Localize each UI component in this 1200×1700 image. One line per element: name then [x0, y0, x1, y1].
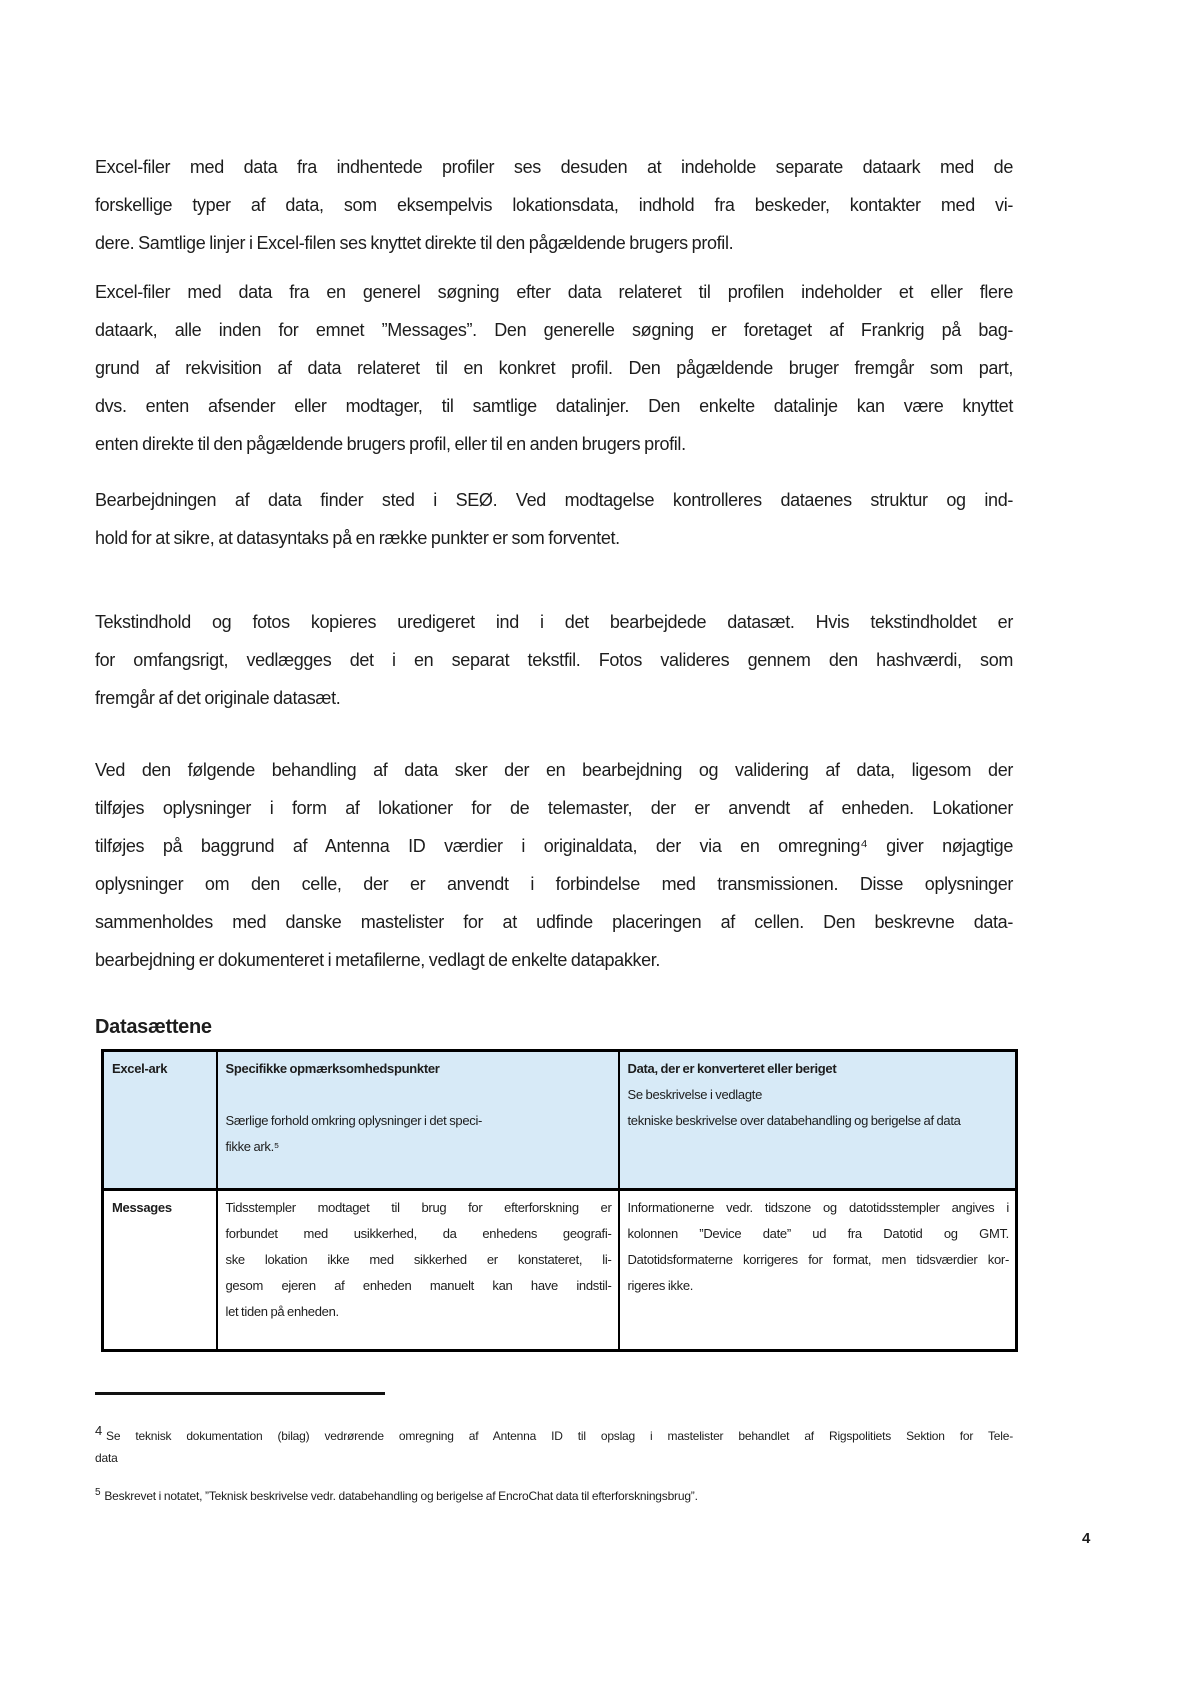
paragraph-excel-profiles: [95, 148, 1013, 262]
footnote-marker: 5: [95, 1487, 101, 1498]
text-line: Ved den følgende behandling af data sker der en bearbejdning og validering af data, ligesom der: [95, 760, 1013, 780]
footnote-5: [95, 1485, 1013, 1507]
text-line: oplysninger om den celle, der er anvendt i forbindelse med transmissionen. Disse oplysninger: [95, 874, 1013, 894]
text-line: Informationerne vedr. tidszone og datotidsstempler angives i: [627, 1200, 1009, 1215]
text-line: fremgår af det originale datasæt.: [95, 688, 341, 708]
text-line: Tekstindhold og fotos kopieres uredigeret ind i det bearbejdede datasæt. Hvis tekstindholdet er: [95, 612, 1013, 632]
text-line: fikke ark.⁵: [225, 1139, 280, 1154]
table-row-messages: [103, 1190, 1017, 1351]
cell-attention-text: [217, 1190, 619, 1351]
text-line: sammenholdes med danske mastelister for at udfinde placeringen af cellen. Den beskrevne data-: [95, 912, 1013, 932]
footnote-4: [95, 1425, 1013, 1469]
attention-text: [226, 1195, 612, 1325]
text-line: tilføjes oplysninger i form af lokationer for de telemaster, der er anvendt af enheden. Lokationer: [95, 798, 1013, 818]
text-line: 5 Beskrevet i notatet, ”Teknisk beskrivelse vedr. databehandling og berigelse af EncroChat data til efterforskningsbrug”.: [95, 1487, 698, 1503]
text-line: Bearbejdningen af data finder sted i SEØ. Ved modtagelse kontrolleres dataenes struktur og ind-: [95, 490, 1013, 510]
text-line: enten direkte til den pågældende brugers profil, eller til en anden brugers profil.: [95, 434, 686, 454]
footnote-separator-rule: [95, 1392, 385, 1395]
text-line: Datotidsformaterne korrigeres for format, men tidsværdier kor-: [627, 1252, 1009, 1267]
cell-sheet-name: [103, 1190, 217, 1351]
text-line: hold for at sikre, at datasyntaks på en række punkter er som forventet.: [95, 528, 620, 548]
text-line: Tidsstempler modtaget til brug for efterforskning er: [225, 1200, 612, 1215]
text-line: ske lokation ikke med sikkerhed er konstateret, li-: [225, 1252, 612, 1267]
header-cell-attention-points: [217, 1051, 619, 1190]
text-line: Excel-filer med data fra en generel søgning efter data relateret til profilen indeholder et eller flere: [95, 282, 1013, 302]
text-line: dataark, alle inden for emnet ”Messages”. Den generelle søgning er foretaget af Frankrig på bag-: [95, 320, 1013, 340]
text-line: grund af rekvisition af data relateret til en konkret profil. Den pågældende bruger fremgår som part,: [95, 358, 1013, 378]
sheet-name-label: Messages: [112, 1200, 172, 1215]
column-header-label: Data, der er konverteret eller beriget: [627, 1061, 837, 1076]
text-line: Særlige forhold omkring oplysninger i det speci-: [225, 1113, 483, 1128]
text-line: forskellige typer af data, som eksempelvis lokationsdata, indhold fra beskeder, kontakter med vi-: [95, 195, 1013, 215]
text-line: tekniske beskrivelse over databehandling og berigelse af data: [627, 1113, 961, 1128]
column-header-note: [226, 1108, 612, 1160]
cell-converted-text: [619, 1190, 1017, 1351]
converted-text: [628, 1195, 1010, 1299]
table-header-row: [103, 1051, 1017, 1190]
datasets-table: [101, 1049, 1018, 1352]
column-header-note: [628, 1082, 1010, 1134]
paragraph-validation-locations: [95, 751, 1013, 979]
text-line: bearbejdning er dokumenteret i metafilerne, vedlagt de enkelte datapakker.: [95, 950, 661, 970]
text-line: 4 Se teknisk dokumentation (bilag) vedrørende omregning af Antenna ID til opslag i mastelister behandlet af Rigspolitiets Sektion for Tele-: [95, 1423, 1013, 1443]
text-line: rigeres ikke.: [627, 1278, 694, 1293]
header-cell-excel-ark: [103, 1051, 217, 1190]
text-line: kolonnen ”Device date” ud fra Datotid og GMT.: [627, 1226, 1009, 1241]
text-line: Se beskrivelse i vedlagte: [627, 1087, 763, 1102]
paragraph-processing-seo: [95, 481, 1013, 557]
column-header-label: Specifikke opmærksomhedspunkter: [225, 1061, 440, 1076]
page-number: 4: [1082, 1530, 1091, 1547]
text-line: dere. Samtlige linjer i Excel-filen ses knyttet direkte til den pågældende brugers profil.: [95, 233, 734, 253]
text-line: tilføjes på baggrund af Antenna ID værdier i originaldata, der via en omregning⁴ giver nøjagtige: [95, 836, 1013, 856]
text-line: gesom ejeren af enheden manuelt kan have indstil-: [225, 1278, 612, 1293]
document-body: [95, 148, 1013, 1507]
text-line: dvs. enten afsender eller modtager, til samtlige datalinjer. Den enkelte datalinje kan være knyttet: [95, 396, 1013, 416]
paragraph-text-photos: [95, 603, 1013, 717]
text-line: let tiden på enheden.: [225, 1304, 339, 1319]
text-line: for omfangsrigt, vedlægges det i en separat tekstfil. Fotos valideres gennem den hashværdi, som: [95, 650, 1013, 670]
paragraph-general-search: [95, 273, 1013, 463]
header-cell-converted-data: [619, 1051, 1017, 1190]
text-line: Excel-filer med data fra indhentede profiler ses desuden at indeholde separate dataark med de: [95, 157, 1013, 177]
column-header-label: Excel-ark: [112, 1061, 168, 1076]
text-line: forbundet med usikkerhed, da enhedens geografi-: [225, 1226, 612, 1241]
text-line: data: [95, 1451, 118, 1465]
section-heading-datasets: Datasættene: [95, 1016, 212, 1038]
footnote-marker: 4: [95, 1423, 103, 1438]
